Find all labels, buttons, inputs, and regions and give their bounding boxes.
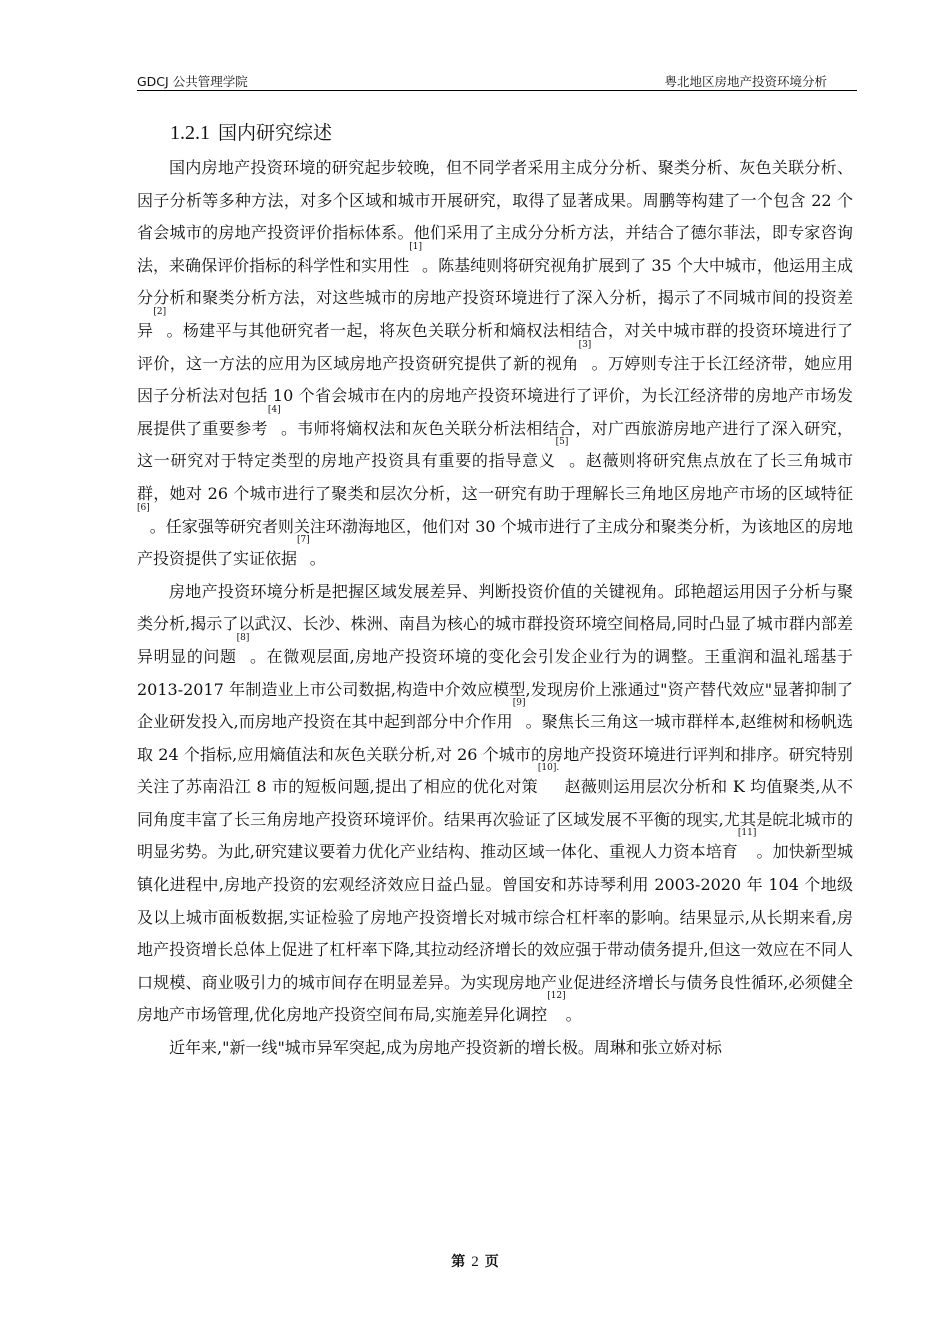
page-footer <box>0 1251 950 1271</box>
citation-ref: [9] <box>512 698 526 709</box>
citation-ref: [7] <box>297 535 310 546</box>
citation-ref: [5] <box>555 437 569 448</box>
citation-ref: [2] <box>153 306 167 317</box>
text-run: 。赵薇则将研究焦点放在了长三角城市群，她对 26 个城市进行了聚类和层次分析，这一研究有助于理解长三角地区房地产市场的区域特征 <box>137 451 853 503</box>
text-run: 。杨建平与其他研究者一起，将灰色关联分析和熵权法相结合，对关中城市群的投资环境进行了评价，这一方法的应用为区域房地产投资研究提供了新的视角 <box>137 320 853 373</box>
citation-ref: [3] <box>578 339 592 350</box>
text-run: 。 <box>309 549 326 569</box>
citation-ref: [12] <box>547 991 566 1002</box>
text-run: 房地产投资环境分析是把握区域发展差异、判断投资价值的关键视角。邱艳超运用因子分析与聚类分析,揭示了以武汉、长沙、株洲、南昌为核心的城市群投资环境空间格局,同时凸显了城市群内部差异明显的问题 <box>137 581 853 666</box>
paragraph <box>137 576 853 1032</box>
citation-ref: [11] <box>737 828 757 839</box>
citation-ref: [8] <box>236 632 250 643</box>
text-run: 。在微观层面,房地产投资环境的变化会引发企业行为的调整。王重润和温礼瑶基于 2013-2017 年制造业上市公司数据,构造中介效应模型,发现房价上涨通过"资产替代效应"显著抑制了企业研发投入,而房地产投资在其中起到部分中介作用 <box>137 646 853 732</box>
text-run: 。 <box>565 1005 582 1025</box>
section-heading <box>170 118 332 145</box>
header-right-text: 粤北地区房地产投资环境分析 <box>664 74 827 89</box>
paragraph <box>137 152 853 576</box>
paragraph <box>137 1032 853 1065</box>
section-title-text: 国内研究综述 <box>218 122 333 144</box>
text-run: 赵薇则运用层次分析和 K 均值聚类,从不同角度丰富了长三角房地产投资环境评价。结果再次验证了区域发展不平衡的现实,尤其是皖北城市的明显劣势。为此,研究建议要着力优化产业结构、推动区域一体化、重视人力资本培育 <box>137 777 853 862</box>
citation-ref: [4] <box>267 404 281 415</box>
section-number: 1.2.1 <box>170 122 210 144</box>
text-run: 国内房地产投资环境的研究起步较晚，但不同学者采用主成分分析、聚类分析、灰色关联分析、因子分析等多种方法，对多个区域和城市开展研究，取得了显著成果。周鹏等构建了一个包含 22 个省会城市的房地产投资评价指标体系。他们采用了主成分分析方法，并结合了德尔菲法，即专家咨询法，来确保评价指标的科学性和实用性 <box>137 158 853 275</box>
citation-ref: [10]. <box>537 763 560 774</box>
text-run: 。聚焦长三角这一城市群样本,赵维树和杨帆选取 24 个指标,应用熵值法和灰色关联分析,对 26 个城市的房地产投资环境进行评判和排序。研究特别关注了苏南沿江 8 市的短板问题,提出了相应的优化对策 <box>137 712 853 797</box>
citation-ref: [1] <box>409 241 423 252</box>
header-left-text: GDCJ 公共管理学院 <box>137 74 248 89</box>
text-run: 。万婷则专注于长江经济带，她应用因子分析法对包括 10 个省会城市在内的房地产投资环境进行了评价，为长江经济带的房地产市场发展提供了重要参考 <box>137 353 853 438</box>
footer-suffix: 页 <box>484 1254 499 1270</box>
text-run: 近年来,"新一线"城市异军突起,成为房地产投资新的增长极。周琳和张立娇对标 <box>169 1038 722 1058</box>
citation-ref: [6] <box>137 502 150 513</box>
text-run: 。任家强等研究者则关注环渤海地区，他们对 30 个城市进行了主成分和聚类分析，为该地区的房地产投资提供了实证依据 <box>137 516 853 569</box>
body-text <box>137 152 853 1065</box>
text-run: 。加快新型城镇化进程中,房地产投资的宏观经济效应日益凸显。曾国安和苏诗琴利用 2003-2020 年 104 个地级及以上城市面板数据,实证检验了房地产投资增长对城市综合杠杆率的影响。结果显示,从长期来看,房地产投资增长总体上促进了杠杆率下降,其拉动经济增长的效应强于带动债务提升,但这一效应在不同人口规模、商业吸引力的城市间存在明显差异。为实现房地产业促进经济增长与债务良性循环,必须健全房地产市场管理,优化房地产投资空间布局,实施差异化调控 <box>137 842 853 1025</box>
page-number: 2 <box>471 1254 479 1270</box>
footer-prefix: 第 <box>451 1254 466 1270</box>
text-run: 。陈基纯则将研究视角扩展到了 35 个大中城市，他运用主成分分析和聚类分析方法，对这些城市的房地产投资环境进行了深入分析，揭示了不同城市间的投资差异 <box>137 255 853 340</box>
text-run: 。韦师将熵权法和灰色关联分析法相结合，对广西旅游房地产进行了深入研究，这一研究对于特定类型的房地产投资具有重要的指导意义 <box>137 418 853 471</box>
page-header <box>137 72 857 91</box>
